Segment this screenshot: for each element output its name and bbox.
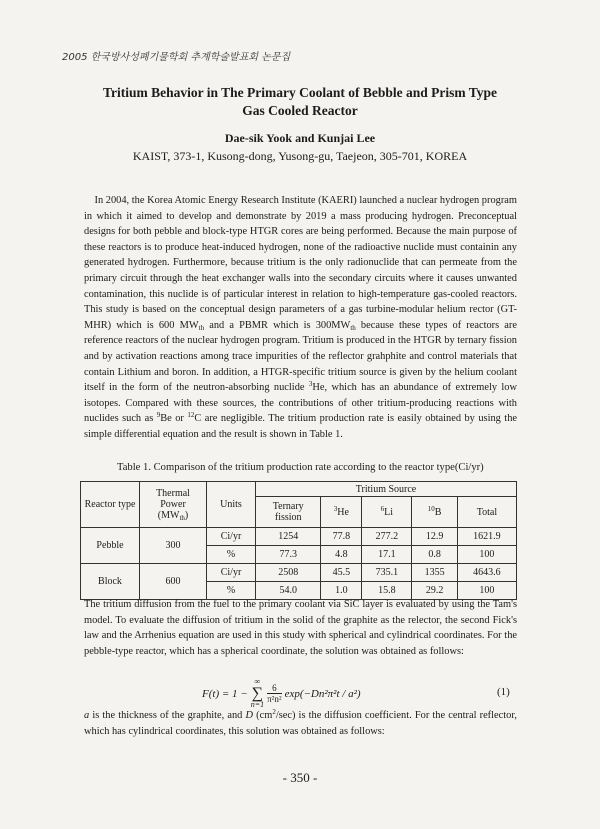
cell-ternary: 2508 bbox=[256, 564, 321, 582]
cell-b: 1355 bbox=[412, 564, 457, 582]
cell-he: 4.8 bbox=[321, 546, 362, 564]
cell-total: 1621.9 bbox=[457, 528, 516, 546]
paper-title-line2: Gas Cooled Reactor bbox=[242, 103, 358, 118]
header-tritium-source: Tritium Source bbox=[256, 482, 517, 497]
header-units: Units bbox=[207, 482, 256, 528]
header-thermal-power: Thermal Power $(MW_{th})$ bbox=[140, 482, 207, 528]
cell-li: 17.1 bbox=[362, 546, 412, 564]
cell-reactor: Pebble bbox=[81, 528, 140, 564]
header-ternary-fission: Ternary fission bbox=[256, 497, 321, 528]
cell-total: 100 bbox=[457, 582, 516, 600]
equation-lhs: F(t) = 1 − bbox=[202, 687, 248, 700]
header-b10: $^{10}$B bbox=[412, 497, 457, 528]
header-li6: $^6$Li bbox=[362, 497, 412, 528]
page-number: - 350 - bbox=[282, 770, 318, 785]
table-row bbox=[81, 528, 517, 546]
cell-total: 4643.6 bbox=[457, 564, 516, 582]
cell-reactor: Block bbox=[81, 564, 140, 600]
cell-ternary: 1254 bbox=[256, 528, 321, 546]
cell-power: 600 bbox=[140, 564, 207, 600]
cell-b: 29.2 bbox=[412, 582, 457, 600]
table-row bbox=[81, 564, 517, 582]
cell-li: 735.1 bbox=[362, 564, 412, 582]
cell-li: 15.8 bbox=[362, 582, 412, 600]
paper-title-line1: Tritium Behavior in The Primary Coolant of Bebble and Prism Type bbox=[102, 85, 497, 100]
proceedings-header: 2005 한국방사성폐기물학회 추계학술발표회 논문집 bbox=[62, 52, 291, 63]
intro-paragraph: In 2004, the Korea Atomic Energy Research Institute (KAERI) launched a nuclear hydrogen program in which it aimed to develop and demonstrate by 2019 a mass producing hydrogen. Preconceptual designs for both pebble and block-type HTGR cores are being performed. Because the main purpose of these reactors is to produce heat-induced hydrogen, none of the radioactive nuclide must containin any generated hydrogen. Furthermore, because tritium is the only radionuclide that can permeate from the primary circuit through the heat exchanger walls into the secondary circuits where it causes unwanted contamination, this nuclide is of particular interest in relation to high-temperature gas-cooled reactors. This study is based on the conceptual design parameters of a gas turbine-modular helium rector (GT-MHR) which is 600 $MW_{th}$ and a PBMR which is $300MW_{th}$ because these types of reactors are reference reactors of the nuclear hydrogen program. Tritium is produced in the HTGR by ternary fission and by activation reactions among trace impurities of the reflector grahphite and control materials that contain Lithium and boron. In addition, a HTGR-specific tritium source is given by the helium coolant itself in the form of the neutron-absorbing nuclide $^3$He, which has an abundance of extremely low isotopes. Compared with these sources, the contributions of other tritium-producing reactions with nuclides such as $^9$Be or $^{12}$C are negligible. The tritium production rate is easily obtained by using the simple differential equation and the result is shown in Table 1. bbox=[84, 195, 518, 440]
cell-b: 12.9 bbox=[412, 528, 457, 546]
cell-he: 45.5 bbox=[321, 564, 362, 582]
cell-ternary: 77.3 bbox=[256, 546, 321, 564]
cell-power: 300 bbox=[140, 528, 207, 564]
equation-fraction: $\frac{6}{\text{π²n²}}$ bbox=[267, 683, 282, 704]
cell-unit: Ci/yr bbox=[207, 528, 256, 546]
summation-symbol: ∞ ∑ n=1 bbox=[250, 677, 265, 709]
cell-unit: % bbox=[207, 546, 256, 564]
affiliation: KAIST, 373-1, Kusong-dong, Yusong-gu, Taejeon, 305-701, KOREA bbox=[132, 149, 468, 163]
cell-ternary: 54.0 bbox=[256, 582, 321, 600]
cell-b: 0.8 bbox=[412, 546, 457, 564]
tritium-production-table bbox=[80, 481, 517, 600]
cell-li: 277.2 bbox=[362, 528, 412, 546]
equation-rhs: exp(−Dn²π²t / a²) bbox=[284, 687, 361, 700]
header-reactor-type: Reactor type bbox=[81, 482, 140, 528]
cell-unit: % bbox=[207, 582, 256, 600]
equation-number: (1) bbox=[497, 686, 510, 698]
header-he3: $^3$He bbox=[321, 497, 362, 528]
header-total: Total bbox=[457, 497, 516, 528]
cell-total: 100 bbox=[457, 546, 516, 564]
authors: Dae-sik Yook and Kunjai Lee bbox=[224, 131, 376, 145]
cell-he: 77.8 bbox=[321, 528, 362, 546]
diffusion-paragraph: The tritium diffusion from the fuel to the primary coolant via SiC layer is evaluated by using the Tam's model. To evaluate the diffusion of tritium in the solid of the graphite as the relector, the second Fick's law and the Arrhenius equation are used in this study with spherical and cylindrical coordinates. For the pebble-type reactor, which has a spherical coordinate, the solution was obtained as follows: bbox=[84, 599, 517, 657]
cell-unit: Ci/yr bbox=[207, 564, 256, 582]
cell-he: 1.0 bbox=[321, 582, 362, 600]
graphite-paragraph: a is the thickness of the graphite, and D $(cm^2/\sec)$ is the diffusion coefficient. For the central reflector, which has cylindrical coordinates, this solution was obtained as follows: bbox=[84, 708, 517, 737]
table-caption: Table 1. Comparison of the tritium production rate according to the reactor type(Ci/yr) bbox=[117, 462, 484, 473]
equation-1 bbox=[202, 678, 361, 709]
